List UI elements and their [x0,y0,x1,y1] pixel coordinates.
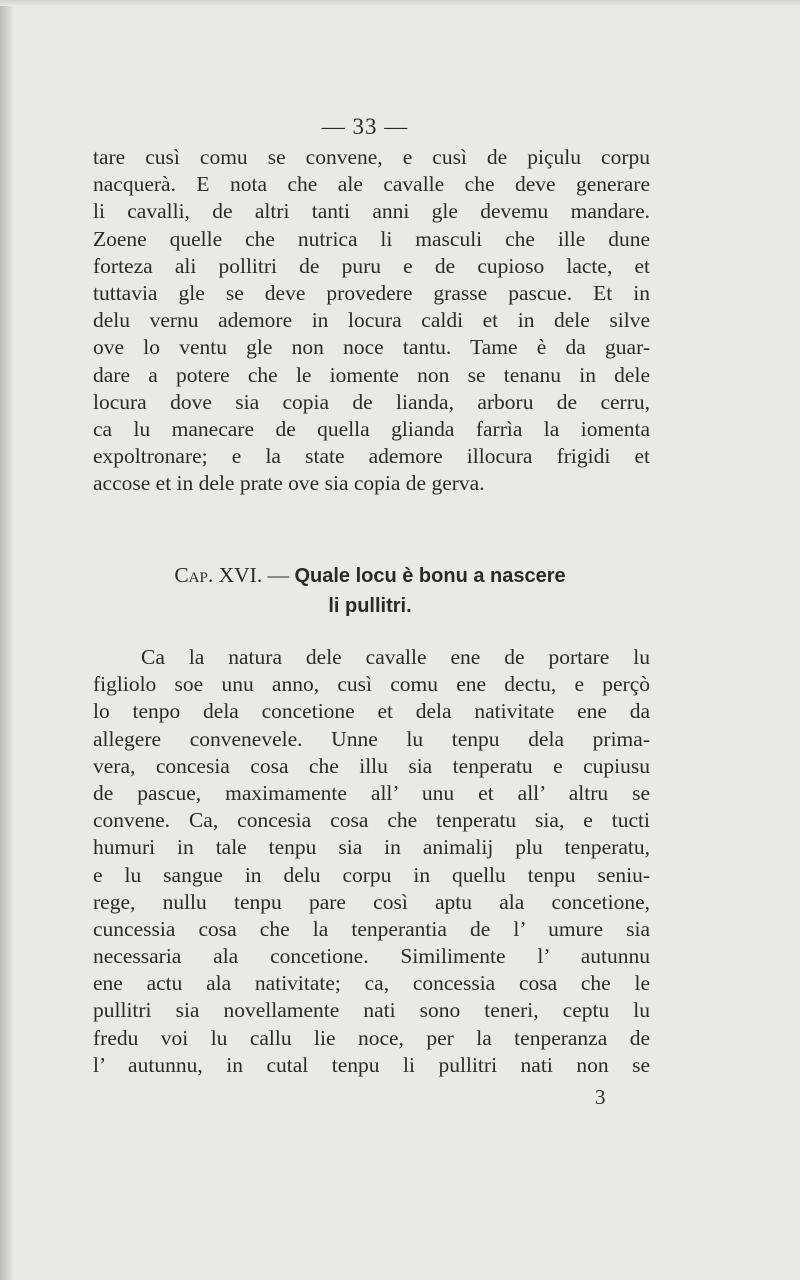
text-line: Zoene quelle che nutrica li masculi che ille dune [93,226,650,251]
text-line: humuri in tale tenpu sia in animalij plu tenperatu, [93,835,650,860]
text-line: vera, concesia cosa che illu sia tenperatu e cupiusu [93,753,650,778]
text-line: fredu voi lu callu lie noce, per la tenperanza de [93,1025,650,1050]
text-line: forteza ali pollitri de puru e de cupioso lacte, et [93,253,650,278]
chapter-title-line-2: li pullitri. [328,595,412,617]
text-line: dare a potere che le iomente non se tenanu in dele [93,362,650,387]
signature-mark: 3 [595,1085,606,1109]
chapter-title-line-1: Quale locu è bonu a nascere [294,565,566,587]
text-line: lo tenpo dela concetione et dela nativitate ene da [93,699,650,724]
chapter-heading-line-2 [0,591,740,621]
text-line: rege, nullu tenpu pare così aptu ala concetione, [93,889,650,914]
text-line: cuncessia cosa che la tenperantia de l’ umure sia [93,916,650,941]
text-line: li cavalli, de altri tanti anni gle devemu mandare. [93,199,650,224]
chapter-heading-line-1 [0,561,740,591]
page-edge-shadow [0,0,14,1280]
text-line: figliolo soe unu anno, cusì comu ene dectu, e perçò [93,672,650,697]
text-line: pullitri sia novellamente nati sono teneri, ceptu lu [93,998,650,1023]
text-line: ene actu ala nativitate; ca, concessia cosa che le [93,971,650,996]
text-line: de pascue, maximamente all’ unu et all’ altru se [93,780,650,805]
text-line: tare cusì comu se convene, e cusì de piçulu corpu [93,145,650,169]
text-line: locura dove sia copia de lianda, arboru de cerru, [93,389,650,414]
text-line: tuttavia gle se deve provedere grasse pascue. Et in [93,280,650,305]
text-line: allegere convenevele. Unne lu tenpu dela prima- [93,726,650,751]
paragraph-2 [93,644,650,1079]
text-line: ca lu manecare de quella glianda farrìa la iomenta [93,416,650,441]
text-line: convene. Ca, concesia cosa che tenperatu sia, e tucti [93,808,650,833]
paragraph-1 [93,144,650,497]
text-line: necessaria ala concetione. Similimente l’ autunnu [93,944,650,969]
text-line: nacquerà. E nota che ale cavalle che deve generare [93,172,650,197]
page-number: — 33 — [321,114,409,139]
text-line: accose et in dele prate ove sia copia de gerva. [93,471,485,496]
text-line: l’ autunnu, in cutal tenpu li pullitri nati non se [93,1052,650,1077]
text-line: delu vernu ademore in locura caldi et in dele silve [93,308,650,333]
page-top-shadow [0,0,800,6]
text-line: e lu sangue in delu corpu in quellu tenpu seniu- [93,862,650,887]
chapter-label: Cap. XVI. — [174,563,290,587]
text-line: expoltronare; e la state ademore illocura frigidi et [93,444,650,469]
text-line: Ca la natura dele cavalle ene de portare lu [141,645,650,669]
chapter-heading [0,561,740,621]
text-line: ove lo ventu gle non noce tantu. Tame è da guar- [93,335,650,360]
